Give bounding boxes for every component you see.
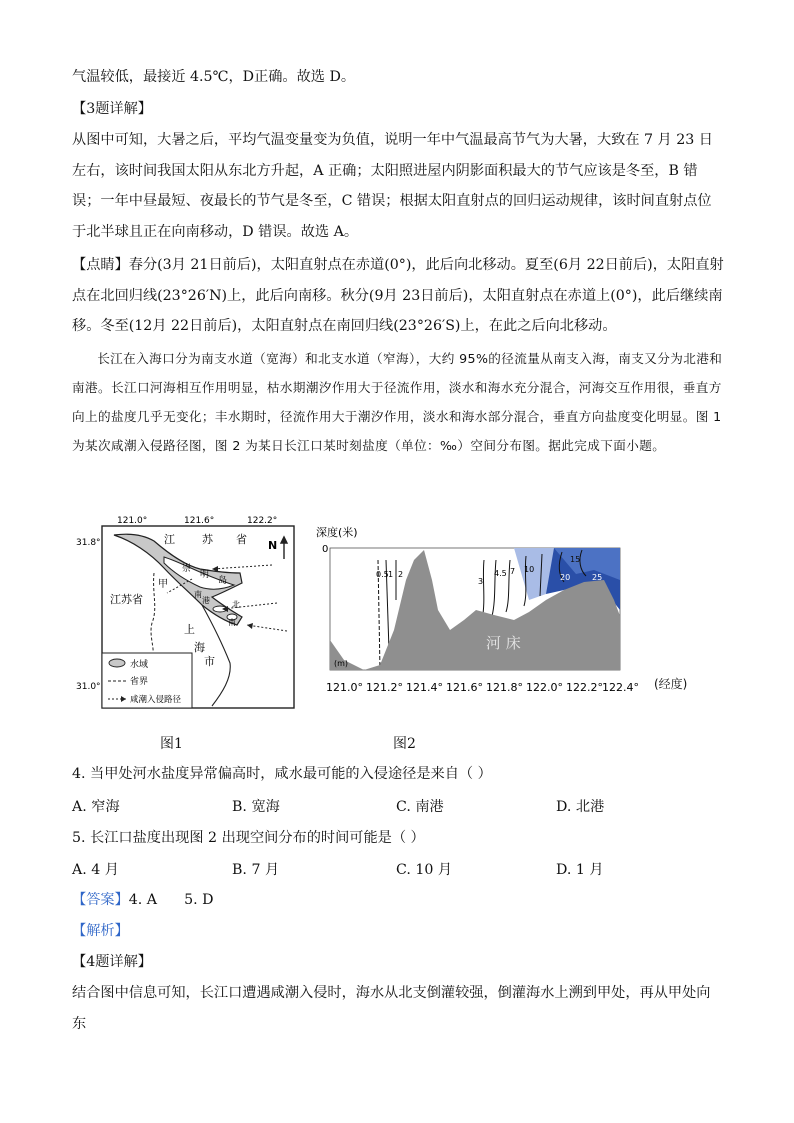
label-dao: 岛 (218, 576, 228, 586)
caption-figure-2: 图2 (393, 736, 416, 752)
label-sheng: 省 (236, 533, 247, 546)
q5-option-a: A. 4 月 (72, 862, 119, 878)
paragraph-tips (72, 250, 724, 342)
legend-water: 水域 (130, 660, 149, 670)
contour-label-2: 2 (398, 570, 404, 579)
x-tick-2: 121.4° (406, 681, 443, 694)
contour-label-8: 20 (560, 573, 571, 582)
label-hai: 海 (194, 641, 205, 654)
q4-option-a: A. 窄海 (72, 799, 120, 815)
q4-option-c: C. 南港 (396, 799, 444, 815)
q5-option-d: D. 1 月 (556, 862, 604, 878)
lon-label-1: 121.6° (184, 516, 215, 526)
label-jia: 甲 (158, 579, 168, 590)
x-tick-4: 121.8° (486, 681, 523, 694)
label-bei: 北 (232, 600, 240, 609)
label-shi: 市 (204, 655, 215, 668)
north-label: N (268, 539, 278, 552)
line-conclusion-q2: 气温较低，最接近 4.5℃，D正确。故选 D。 (72, 69, 356, 85)
legend-border: 省界 (130, 677, 149, 687)
lon-label-0: 121.0° (117, 516, 148, 526)
x-tick-5: 122.0° (526, 681, 563, 694)
contour-label-4: 4.5 (494, 569, 507, 578)
q4-option-d: D. 北港 (556, 799, 605, 815)
x-tick-6: 122.2° (566, 681, 603, 694)
x-tick-1: 121.2° (366, 681, 403, 694)
tips-text: 春分(3月 21日前后)，太阳直射点在赤道(0°)，此后向北移动。夏至(6月 22日前后)，太阳直射点在北回归线(23°26′N)上，此后向南移。秋分(9月 23日前后)，太阳直射点在赤道上(0°)，此后继续南移。冬至(12月 22日前后)，太阳直射点在南回归线(23°26′S)上，在此之后向北移动。 (72, 257, 724, 334)
answer-tag: 【答案】 (72, 892, 129, 908)
tips-tag: 【点睛】 (72, 257, 129, 273)
label-su: 苏 (202, 533, 213, 546)
contour-label-1: 1 (388, 570, 394, 579)
question-4-stem: 4. 当甲处河水盐度异常偏高时，咸水最可能的入侵途径是来自（ ） (72, 766, 492, 782)
x-tick-7: 122.4° (602, 681, 639, 694)
question-5-stem: 5. 长江口盐度出现图 2 出现空间分布的时间可能是（ ） (72, 830, 425, 846)
contour-label-6: 10 (524, 565, 535, 574)
label-chong: 崇 (182, 564, 192, 574)
x-tick-3: 121.6° (446, 681, 483, 694)
riverbed-label: 河 床 (486, 634, 521, 652)
label-shang: 上 (184, 623, 195, 636)
lon-label-2: 122.2° (247, 516, 278, 526)
label-jiang: 江 (164, 533, 175, 546)
legend-path: 咸潮入侵路径 (130, 695, 182, 705)
label-gang: 港 (202, 596, 210, 605)
figure-2-salinity-section (314, 520, 654, 700)
label-jiangsu: 江苏省 (110, 593, 143, 606)
caption-figure-1: 图1 (160, 736, 183, 752)
paragraph-q4-explanation: 结合图中信息可知，长江口遭遇咸潮入侵时，海水从北支倒灌较强，倒灌海水上溯到甲处，再从甲处向东 (72, 985, 711, 1032)
heading-q4-detail: 【4题详解】 (72, 954, 152, 970)
contour-label-0: 0.5 (376, 570, 389, 579)
answer-text: 4. A 5. D (128, 892, 214, 908)
label-nan2: 南 (228, 618, 236, 627)
fig2-x-unit: (经度) (654, 677, 688, 691)
q5-option-b: B. 7 月 (232, 862, 280, 878)
fig2-ylabel: 深度(米) (316, 526, 358, 539)
q4-option-b: B. 宽海 (232, 799, 280, 815)
contour-label-3: 3 (478, 577, 484, 586)
paragraph-q3-explanation: 从图中可知，大暑之后，平均气温变量变为负值，说明一年中气温最高节气为大暑，大致在 7 月 23 日左右，该时间我国太阳从东北方升起，A 正确；太阳照进屋内阴影面积最大的节气应该是冬至，B 错误；一年中昼最短、夜最长的节气是冬至，C 错误；根据太阳直射点的回归运动规律，该时间直射点位于北半球且正在向南移动，D 错误。故选 A。 (72, 132, 713, 240)
lat-label-0: 31.8° (76, 538, 101, 548)
answer-line (72, 885, 724, 916)
x-tick-0: 121.0° (326, 681, 363, 694)
passage-intro: 长江在入海口分为南支水道（宽海）和北支水道（窄海），大约 95%的径流量从南支入海，南支又分为北港和南港。长江口河海相互作用明显，枯水期潮汐作用大于径流作用，淡水和海水充分混合，河海交互作用很，垂直方向上的盐度几乎无变化；丰水期时，径流作用大于潮汐作用，淡水和海水部分混合，垂直方向盐度变化明显。图 1 为某次咸潮入侵路径图，图 2 为某日长江口某时刻盐度（单位：‰）空间分布图。据此完成下面小题。 (72, 351, 723, 453)
contour-label-9: 25 (592, 573, 603, 582)
lat-label-1: 31.0° (76, 682, 101, 692)
heading-q3-detail: 【3题详解】 (72, 101, 152, 117)
fig2-y0: 0 (322, 544, 329, 555)
contour-label-5: 7 (510, 567, 516, 576)
label-nan: 南 (194, 590, 202, 599)
analysis-tag: 【解析】 (72, 923, 129, 939)
contour-label-7: 15 (570, 555, 581, 564)
label-ming: 明 (200, 570, 210, 580)
q5-option-c: C. 10 月 (396, 862, 453, 878)
corner-label: (m) (334, 659, 349, 668)
figure-1-map (72, 513, 322, 713)
